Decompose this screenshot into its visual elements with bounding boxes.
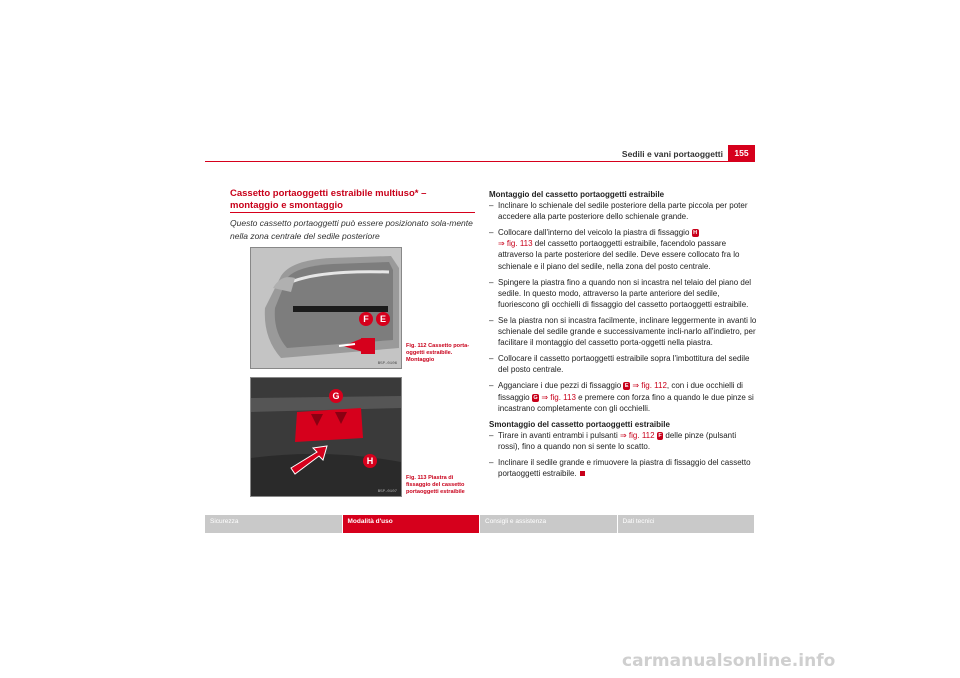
callout-h-icon: H bbox=[363, 454, 377, 468]
figure-112-code: B5P-0106 bbox=[377, 362, 397, 366]
fixing-plate-illustration bbox=[251, 378, 401, 496]
figure-113-code: B5P-0107 bbox=[377, 490, 397, 494]
callout-f-icon: F bbox=[359, 312, 373, 326]
mounting-step-3: – Spingere la piastra fino a quando non si incastra nel telaio del piano del sedile. In questo modo, attraverso la parte anteriore del sedile, fuoriescono gli occhielli di fissaggio del cassetto portaoggetti estraibile. bbox=[489, 277, 752, 309]
callout-h-badge: H bbox=[693, 230, 698, 237]
mounting-step-2: – Collocare dall'interno del veicolo la piastra di fissaggio H ⇒ fig. 113 del cassetto portaoggetti estraibile, facendolo passare attraverso la parte posteriore del sedile. Deve essere collocato fra lo schienale e il piano del sedile, nella zona del posto centrale. bbox=[489, 228, 740, 271]
page-number: 155 bbox=[728, 145, 755, 161]
page-header-title: Sedili e vani portaoggetti bbox=[621, 149, 723, 159]
footer-tabs bbox=[205, 515, 755, 533]
callout-e-icon: E bbox=[376, 312, 390, 326]
section-rule bbox=[230, 212, 475, 213]
tab-dati-tecnici[interactable]: Dati tecnici bbox=[618, 515, 755, 533]
fig-113-link-2[interactable]: ⇒ fig. 113 bbox=[541, 392, 576, 402]
callout-g-badge: G bbox=[533, 394, 538, 401]
watermark: carmanualsonline.info bbox=[622, 651, 836, 671]
mounting-step-1: – Inclinare lo schienale del sedile posteriore della parte piccola per poter accedere alla parte posteriore dello schienale grande. bbox=[489, 201, 748, 222]
mounting-step-4: – Se la piastra non si incastra facilmente, inclinare leggermente in avanti lo schienale del sedile grande e successivamente incli-narlo all'indietro, per facilitare il montaggio del cassetto porta-oggetti nella piastra. bbox=[489, 315, 757, 348]
fig-112-link[interactable]: ⇒ fig. 112 bbox=[632, 381, 667, 391]
fig-113-link[interactable]: ⇒ fig. 113 bbox=[498, 239, 533, 249]
section-intro: Questo cassetto portaoggetti può essere posizionato sola-mente nella zona centrale del sedile posteriore bbox=[230, 218, 473, 241]
end-mark-icon bbox=[580, 471, 585, 476]
figure-113-image bbox=[250, 377, 402, 497]
instructions-column bbox=[489, 189, 759, 484]
mounting-step-6: – Agganciare i due pezzi di fissaggio E ⇒ fig. 112, con i due occhielli di fissaggio G ⇒ fig. 113 e premere con forza fino a quando le due pinze si incastrano completamente con gli occhielli. bbox=[489, 381, 754, 413]
figure-112-caption: Fig. 112 Cassetto porta-oggetti estraibile. Montaggio bbox=[406, 343, 470, 363]
header-rule bbox=[205, 161, 755, 162]
fig-112-link-2[interactable]: ⇒ fig. 112 bbox=[620, 430, 655, 440]
tab-consigli-e-assistenza[interactable]: Consigli e assistenza bbox=[480, 515, 617, 533]
section-title: Cassetto portaoggetti estraibile multiuso* – montaggio e smontaggio bbox=[230, 188, 427, 211]
figure-113-caption: Fig. 113 Piastra di fissaggio del cassetto portaoggetti estraibile bbox=[406, 475, 465, 495]
callout-e-badge: E bbox=[624, 383, 629, 390]
callout-g-icon: G bbox=[329, 389, 343, 403]
callout-f-badge: F bbox=[658, 432, 662, 439]
dismounting-heading: Smontaggio del cassetto portaoggetti estraibile bbox=[489, 419, 670, 429]
dismounting-step-1: – Tirare in avanti entrambi i pulsanti ⇒ fig. 112 F delle pinze (pulsanti rossi), fino a quando non si sente lo scatto. bbox=[489, 430, 737, 451]
dismounting-step-2: – Inclinare il sedile grande e rimuovere la piastra di fissaggio del cassetto portaoggetti estraibile. bbox=[489, 457, 751, 479]
mounting-step-5: – Collocare il cassetto portaoggetti estraibile sopra l'imbottitura del sedile del posto centrale. bbox=[489, 354, 750, 375]
tab-sicurezza[interactable]: Sicurezza bbox=[205, 515, 342, 533]
mounting-heading: Montaggio del cassetto portaoggetti estraibile bbox=[489, 190, 665, 199]
armrest-storage-illustration bbox=[251, 248, 401, 368]
tab-modalita-duso[interactable]: Modalità d'uso bbox=[343, 515, 480, 533]
figure-112-image bbox=[250, 247, 402, 369]
